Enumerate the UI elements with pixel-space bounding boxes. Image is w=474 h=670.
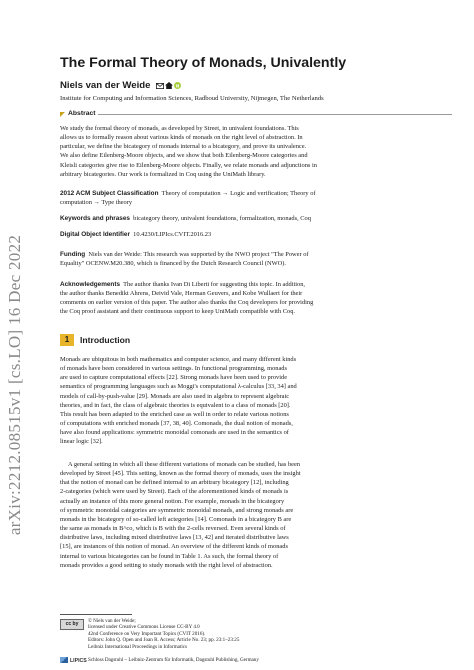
funding: [60, 250, 452, 268]
abstract-body: [60, 124, 452, 179]
body-line: monads in the bicategory of so-called left actegories [14]. Comonads in a bicategory B are: [60, 515, 292, 523]
ack-text: The author thanks Ivan Di Liberti for suggesting this topic. In addition,: [123, 281, 306, 288]
affiliation: Institute for Computing and Information Sciences, Radboud University, Nijmegen, The Netherlands: [60, 95, 324, 102]
body-line: are used to capture computational effects [22]. Strong monads have been used to provide: [60, 374, 288, 382]
publisher-line: [88, 657, 259, 663]
body-line: distributive laws, including mixed distributive laws [13, 42] and iterated distributive laws: [60, 534, 289, 542]
footer-line: Editors: John Q. Open and Joan R. Access; Article No. 23; pp. 23:1–23:25: [88, 637, 240, 644]
intro-paragraph-1: [60, 355, 452, 447]
body-line: the same as monads in B^co, which is B with the 2-cells reversed. Even several kinds of: [60, 525, 286, 533]
body-line: 2-categories (which were used by Street). Each of the aforementioned kinds of monads is: [60, 488, 289, 496]
publisher-text: Schloss Dagstuhl – Leibniz-Zentrum für Informatik, Dagstuhl Publishing, Germany: [88, 656, 259, 663]
body-line: Monads are ubiquitous in both mathematics and computer science, and many different kinds: [60, 356, 297, 363]
body-line: linear logic [32].: [60, 438, 103, 446]
home-icon[interactable]: [165, 82, 173, 89]
doi-link[interactable]: 10.4230/LIPIcs.CVIT.2016.23: [133, 231, 212, 238]
lipics-label: LIPICS: [70, 658, 87, 664]
section-title: Introduction: [80, 335, 131, 345]
author-icons: [155, 80, 181, 91]
body-line: monads provides a good setting to study monads with the right level of abstraction.: [60, 561, 273, 569]
ack-text: the author thanks Benedikt Ahrens, Deivid Vale, Herman Geuvers, and Kobe Wullaert for their: [60, 290, 303, 298]
footer-line: 42nd Conference on Very Important Topics (CVIT 2016).: [88, 630, 206, 637]
intro-paragraph-2: [60, 460, 452, 570]
footer-line: Leibniz International Proceedings in Informatics: [88, 643, 188, 650]
keywords-label: Keywords and phrases: [60, 215, 130, 222]
abstract-rule: [98, 114, 452, 115]
keywords-text: bicategory theory, univalent foundations, formalization, monads, Coq: [133, 215, 311, 222]
doi: [60, 230, 452, 239]
abstract-line: We also define Eilenberg-Moore objects, and we show that both Eilenberg-Moore categories and: [60, 152, 308, 160]
body-line: [15], are instances of this notion of monad. An overview of the different kinds of monads: [60, 543, 288, 551]
body-line: This result has been adapted to the enriched case as well in order to relate various notions: [60, 410, 289, 418]
body-line: A general setting in which all these different variations of monads can be studied, has been: [68, 461, 301, 468]
body-line: semantics of programming languages such as Moggi's computational λ-calculus [33, 34] and: [60, 383, 297, 391]
abstract-marker: [60, 112, 65, 117]
section-number: 1: [60, 334, 74, 346]
funding-label: Funding: [60, 251, 86, 258]
ack-text: the Coq proof assistant and their continuous support to keep UniMath compatible with Coq.: [60, 308, 295, 316]
author-line: [60, 80, 181, 91]
body-line: internal to various bicategories can be found in Table 1. As such, the formal theory of: [60, 552, 279, 560]
lipics-logo: [60, 657, 87, 664]
paper-title: The Formal Theory of Monads, Univalently: [60, 55, 347, 71]
doi-label: Digital Object Identifier: [60, 231, 130, 238]
abstract-line: We study the formal theory of monads, as developed by Street, in univalent foundations. This: [60, 125, 299, 132]
acm-label: 2012 ACM Subject Classification: [60, 190, 159, 197]
funding-text: Niels van der Weide: This research was supported by the NWO project "The Power of: [88, 251, 309, 258]
abstract-heading: [60, 110, 452, 120]
abstract-label: Abstract: [68, 110, 96, 117]
acm-text: computation → Type theory: [60, 199, 133, 207]
body-line: have also found applications: symmetric monoidal comonads are used in the semantics of: [60, 429, 289, 437]
author-name: Niels van der Weide: [60, 80, 151, 91]
abstract-line: Kleisli categories give rise to Eilenberg-Moore objects. Finally, we relate monads and adjunctions in: [60, 161, 317, 169]
body-line: theories, and in fact, the class of algebraic theories is equivalent to a class of monads [20].: [60, 401, 291, 409]
body-line: models of call-by-push-value [29]. Monads are also used in algebra to represent algebraic: [60, 392, 290, 400]
ack-label: Acknowledgements: [60, 281, 121, 288]
footer-line[interactable]: licensed under Creative Commons License CC-BY 4.0: [88, 624, 200, 631]
abstract-line: particular, we define the bicategory of monads internal to a bicategory, and prove its univalence.: [60, 143, 307, 151]
body-line: developed by Street [45]. This setting, known as the formal theory of monads, uses the insight: [60, 470, 301, 478]
body-line: actually an instance of this more general notion. For example, monads in the bicategory: [60, 497, 285, 505]
envelope-icon[interactable]: [156, 83, 164, 89]
acm-classification: [60, 189, 452, 207]
arxiv-stamp-text: arXiv:2212.08515v1 [cs.LO] 16 Dec 2022: [5, 234, 24, 536]
body-line: of computations with enriched monads [37, 38, 40]. Comonads, the dual notion of monads,: [60, 420, 293, 428]
body-line: that the notion of monad can be defined internal to an arbitrary bicategory [12], including: [60, 479, 289, 487]
section-heading: [60, 334, 452, 348]
footer-rule: [60, 614, 132, 615]
lipics-mark-icon: [60, 657, 68, 663]
orcid-icon[interactable]: [174, 82, 181, 89]
footer-text: [88, 618, 239, 650]
abstract-line: allows us to formally reason about various kinds of monads on the right level of abstraction. In: [60, 134, 303, 142]
body-line: of symmetric monoidal categories are symmetric monoidal monads, and strong monads are: [60, 506, 294, 514]
acknowledgements: [60, 280, 452, 317]
acm-text: Theory of computation → Logic and verification; Theory of: [161, 190, 316, 197]
funding-text: Equality" OCENW.M20.380, which is financed by the Dutch Research Council (NWO).: [60, 260, 286, 268]
arxiv-stamp: [2, 185, 28, 585]
body-line: of monads have been considered in various settings. In functional programming, monads: [60, 365, 287, 373]
abstract-line: arbitrary bicategories. Our work is formalized in Coq using the UniMath library.: [60, 170, 266, 178]
footer-line: © Niels van der Weide;: [88, 618, 136, 624]
ack-text: comments on earlier version of this paper. The author also thanks the Coq developers for providing: [60, 299, 314, 307]
cc-license-badge[interactable]: cc by: [60, 619, 84, 630]
keywords: [60, 214, 452, 223]
